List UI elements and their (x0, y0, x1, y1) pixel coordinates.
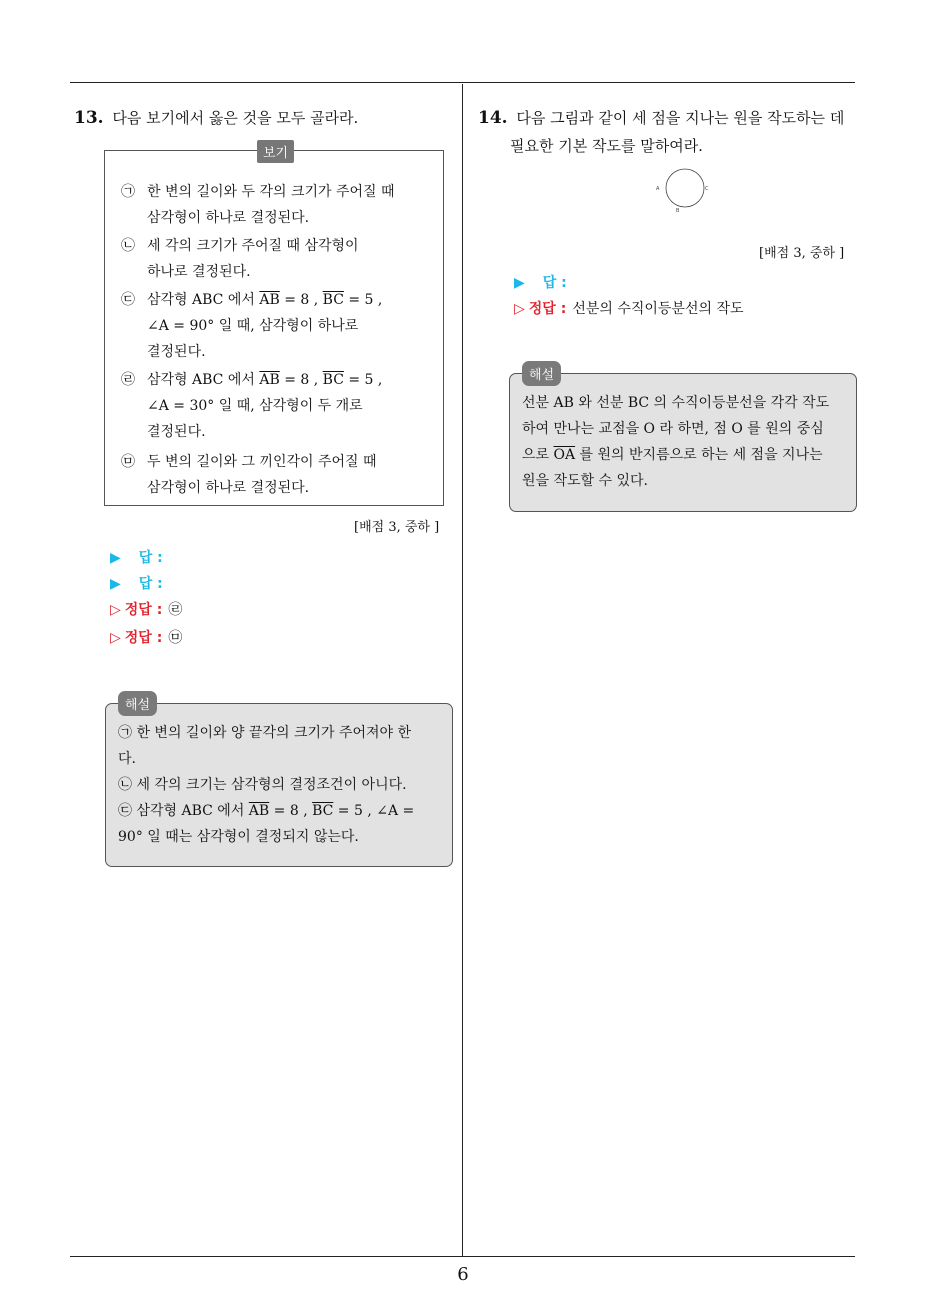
q14-number: 14. (478, 108, 508, 128)
solution-line: 선분 AB 와 선분 BC 의 수직이등분선을 각각 작도 (522, 395, 830, 411)
circle-figure (655, 168, 715, 213)
item-line-prefix: 삼각형 ABC 에서 (147, 372, 260, 388)
correct-label: 정답 : (528, 301, 567, 317)
solution-line-post: 를 원의 반지름으로 하는 세 점을 지나는 (575, 447, 823, 463)
answer-arrow-icon: ▶ (110, 576, 121, 592)
item-line-mid: = 8 , (279, 372, 323, 388)
bogi-item-1 (121, 179, 421, 231)
q14-solution-box (509, 368, 857, 512)
circle-diagram-icon (655, 168, 715, 213)
q13-question (74, 104, 358, 132)
item-line: 한 변의 길이와 두 각의 크기가 주어질 때 (147, 184, 395, 200)
point-c-label: C (705, 186, 709, 192)
bogi-item-5 (121, 449, 421, 501)
q13-answer-1 (110, 547, 163, 567)
correct-label: 정답 : (124, 630, 163, 646)
q13-correct-1 (110, 599, 182, 619)
item-marker: ㉢ (121, 292, 135, 308)
item-line: 세 각의 크기가 주어질 때 삼각형이 (147, 238, 359, 254)
solution-label: 해설 (522, 361, 561, 386)
segment-ab: $\overline{AB}$ (259, 372, 280, 388)
item-line: 하나로 결정된다. (147, 264, 251, 280)
q14-solution-text (522, 390, 829, 494)
segment-ab: $\overline{AB}$ (248, 803, 270, 819)
solution-line: 하여 만나는 교점을 O 라 하면, 점 O 를 원의 중심 (522, 421, 824, 437)
solution-line: 원을 작도할 수 있다. (522, 473, 648, 489)
item-line-post: = 5 , (343, 292, 383, 308)
top-rule (70, 82, 855, 83)
q13-solution-box (105, 698, 453, 867)
item-line-prefix: 삼각형 ABC 에서 (147, 292, 260, 308)
solution-line-prefix: ㉢ 삼각형 ABC 에서 (118, 803, 249, 819)
answer-arrow-icon: ▶ (514, 275, 525, 291)
q14-correct (514, 298, 744, 318)
q13-number: 13. (74, 108, 104, 128)
q13-score: [배점 3, 중하 ] (354, 520, 440, 535)
bogi-item-4 (121, 367, 421, 445)
item-marker: ㉣ (121, 372, 135, 388)
q13-solution-text (118, 720, 414, 850)
segment-oa: $\overline{OA}$ (553, 447, 576, 463)
item-line: 결정된다. (147, 424, 206, 440)
q13-question-text: 다음 보기에서 옳은 것을 모두 골라라. (112, 109, 359, 127)
q13-answer-2 (110, 573, 163, 593)
solution-line: 90° 일 때는 삼각형이 결정되지 않는다. (118, 829, 359, 845)
q14-score: [배점 3, 중하 ] (759, 246, 845, 261)
q14-question (478, 104, 844, 160)
answer-label: 답 : (542, 275, 567, 291)
correct-value: ㉣ (168, 602, 183, 618)
segment-bc: $\overline{BC}$ (322, 372, 344, 388)
item-line-mid: = 8 , (279, 292, 323, 308)
item-line: 삼각형이 하나로 결정된다. (147, 480, 310, 496)
solution-line: 다. (118, 751, 136, 767)
item-line: 두 변의 길이와 그 끼인각이 주어질 때 (147, 454, 377, 470)
point-b-label: B (676, 208, 680, 213)
solution-line-prefix: 으로 (522, 447, 554, 463)
bogi-item-3 (121, 287, 421, 365)
item-marker: ㉠ (121, 184, 135, 200)
correct-value: 선분의 수직이등분선의 작도 (572, 301, 744, 317)
item-line-post: = 5 , (343, 372, 383, 388)
solution-line-post: = 5 , ∠A = (333, 803, 415, 819)
item-line: ∠A = 30° 일 때, 삼각형이 두 개로 (147, 398, 363, 414)
item-marker: ㉤ (121, 454, 135, 470)
correct-label: 정답 : (124, 602, 163, 618)
answer-label: 답 : (138, 576, 163, 592)
q13-correct-2 (110, 627, 182, 647)
solution-line: ㉡ 세 각의 크기는 삼각형의 결정조건이 아니다. (118, 777, 407, 793)
answer-label: 답 : (138, 550, 163, 566)
item-line: 결정된다. (147, 344, 206, 360)
answer-arrow-icon: ▶ (110, 550, 121, 566)
solution-line: ㉠ 한 변의 길이와 양 끝각의 크기가 주어져야 한 (118, 725, 412, 741)
correct-arrow-icon: ▷ (110, 630, 121, 646)
correct-arrow-icon: ▷ (514, 301, 525, 317)
correct-arrow-icon: ▷ (110, 602, 121, 618)
bottom-rule (70, 1256, 855, 1257)
solution-label: 해설 (118, 691, 157, 716)
column-divider (462, 84, 463, 1256)
correct-value: ㉤ (168, 630, 183, 646)
segment-bc: $\overline{BC}$ (312, 803, 334, 819)
q14-question-line-2: 필요한 기본 작도를 말하여라. (510, 137, 703, 155)
point-a-label: A (656, 186, 660, 192)
segment-ab: $\overline{AB}$ (259, 292, 280, 308)
item-marker: ㉡ (121, 238, 135, 254)
solution-line-mid: = 8 , (269, 803, 313, 819)
bogi-label: 보기 (257, 140, 294, 163)
item-line: ∠A = 90° 일 때, 삼각형이 하나로 (147, 318, 359, 334)
q14-question-line-1: 다음 그림과 같이 세 점을 지나는 원을 작도하는 데 (516, 109, 845, 127)
item-line: 삼각형이 하나로 결정된다. (147, 210, 310, 226)
q14-answer (514, 272, 567, 292)
segment-bc: $\overline{BC}$ (322, 292, 344, 308)
bogi-item-2 (121, 233, 421, 285)
page-number: 6 (457, 1264, 469, 1285)
bogi-box (104, 146, 444, 506)
